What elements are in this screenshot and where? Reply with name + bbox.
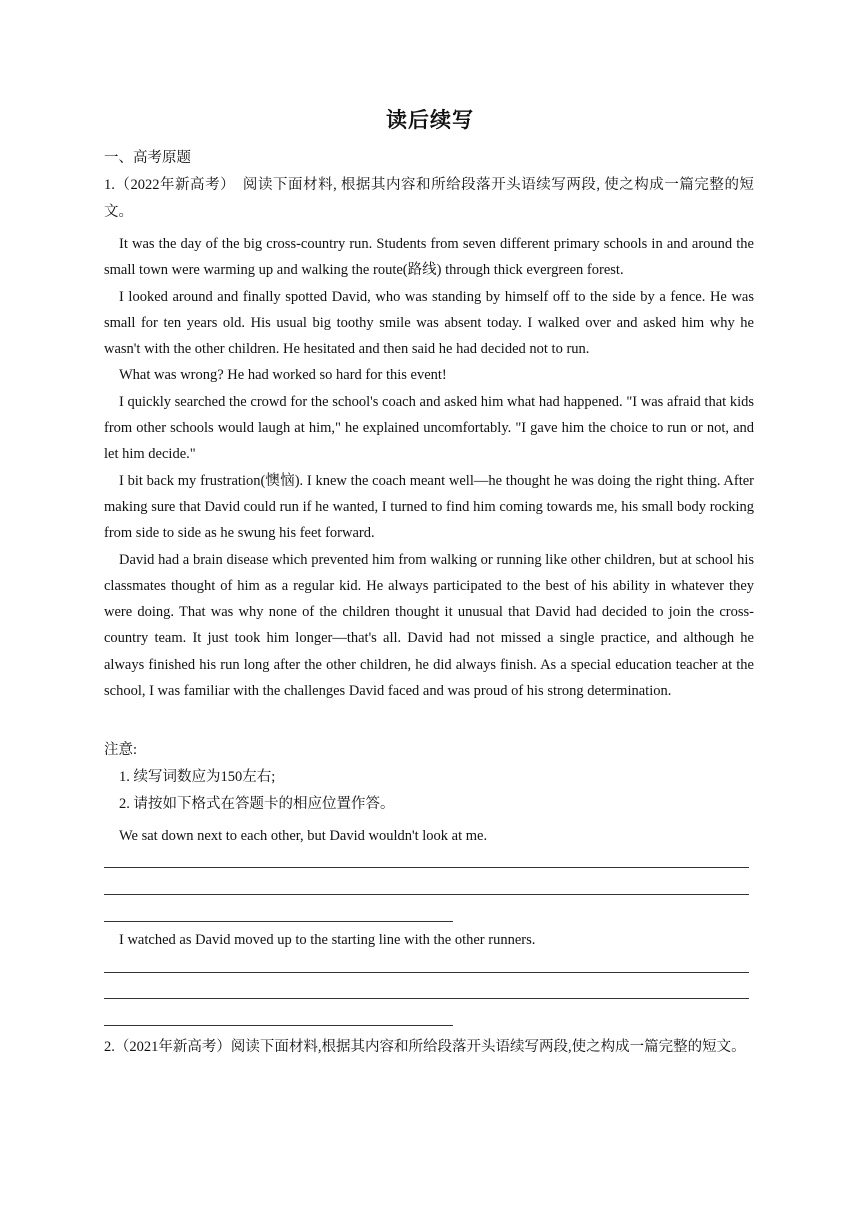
answer-line	[104, 998, 749, 999]
page-title: 读后续写	[386, 108, 474, 132]
passage-paragraph: I bit back my frustration(懊恼). I knew the coach meant well—he thought he was doing the right thing. After making sure that David could run if he wanted, I turned to find him coming towards me, his small body rocking from side to side as he swung his feet forward.	[104, 472, 754, 542]
section-heading: 一、高考原题	[104, 150, 191, 166]
paragraph-opener-1: We sat down next to each other, but David wouldn't look at me.	[119, 828, 488, 844]
question-intro-text: 1.（2022年新高考） 阅读下面材料, 根据其内容和所给段落开头语续写两段, 使之构成一篇完整的短文。	[104, 177, 754, 220]
answer-line	[104, 972, 749, 973]
note-item: 1. 续写词数应为150左右;	[119, 769, 276, 785]
question-1-intro	[104, 172, 754, 225]
passage-paragraph: It was the day of the big cross-country run. Students from seven different primary schools in and around the small town were warming up and walking the route(路线) through thick evergreen forest.	[104, 236, 754, 279]
answer-line	[104, 894, 749, 895]
passage-paragraph: What was wrong? He had worked so hard for this event!	[119, 367, 447, 384]
note-item: 2. 请按如下格式在答题卡的相应位置作答。	[119, 796, 395, 812]
notes-label: 注意:	[104, 742, 138, 758]
passage	[104, 231, 754, 704]
passage-paragraph: I quickly searched the crowd for the school's coach and asked him what had happened. "I was afraid that kids from other schools would laugh at him," he explained uncomfortably. "I gave him the choice to run or not, and let him decide."	[104, 393, 754, 463]
question-2-intro	[104, 1034, 754, 1061]
passage-paragraph: I looked around and finally spotted David, who was standing by himself off to the side by a fence. He was small for ten years old. His usual big toothy smile was absent today. I walked over and asked him why he wasn't with the other children. He hesitated and then said he had decided not to run.	[104, 288, 754, 358]
answer-line	[104, 921, 453, 922]
answer-line	[104, 1025, 453, 1026]
question-intro-text: 2.（2021年新高考）阅读下面材料,根据其内容和所给段落开头语续写两段,使之构成一篇完整的短文。	[104, 1039, 746, 1055]
paragraph-opener-2: I watched as David moved up to the starting line with the other runners.	[119, 932, 536, 948]
answer-line	[104, 867, 749, 868]
passage-paragraph: David had a brain disease which prevented him from walking or running like other children, but at school his classmates thought of him as a regular kid. He always participated to the best of his ability in whatever they were doing. That was why none of the children thought it unusual that David had decided to join the cross-country team. It just took him longer—that's all. David had not missed a single practice, and although he always finished his run long after the other children, he did always finish. As a special education teacher at the school, I was familiar with the challenges David faced and was proud of his strong determination.	[104, 551, 754, 700]
